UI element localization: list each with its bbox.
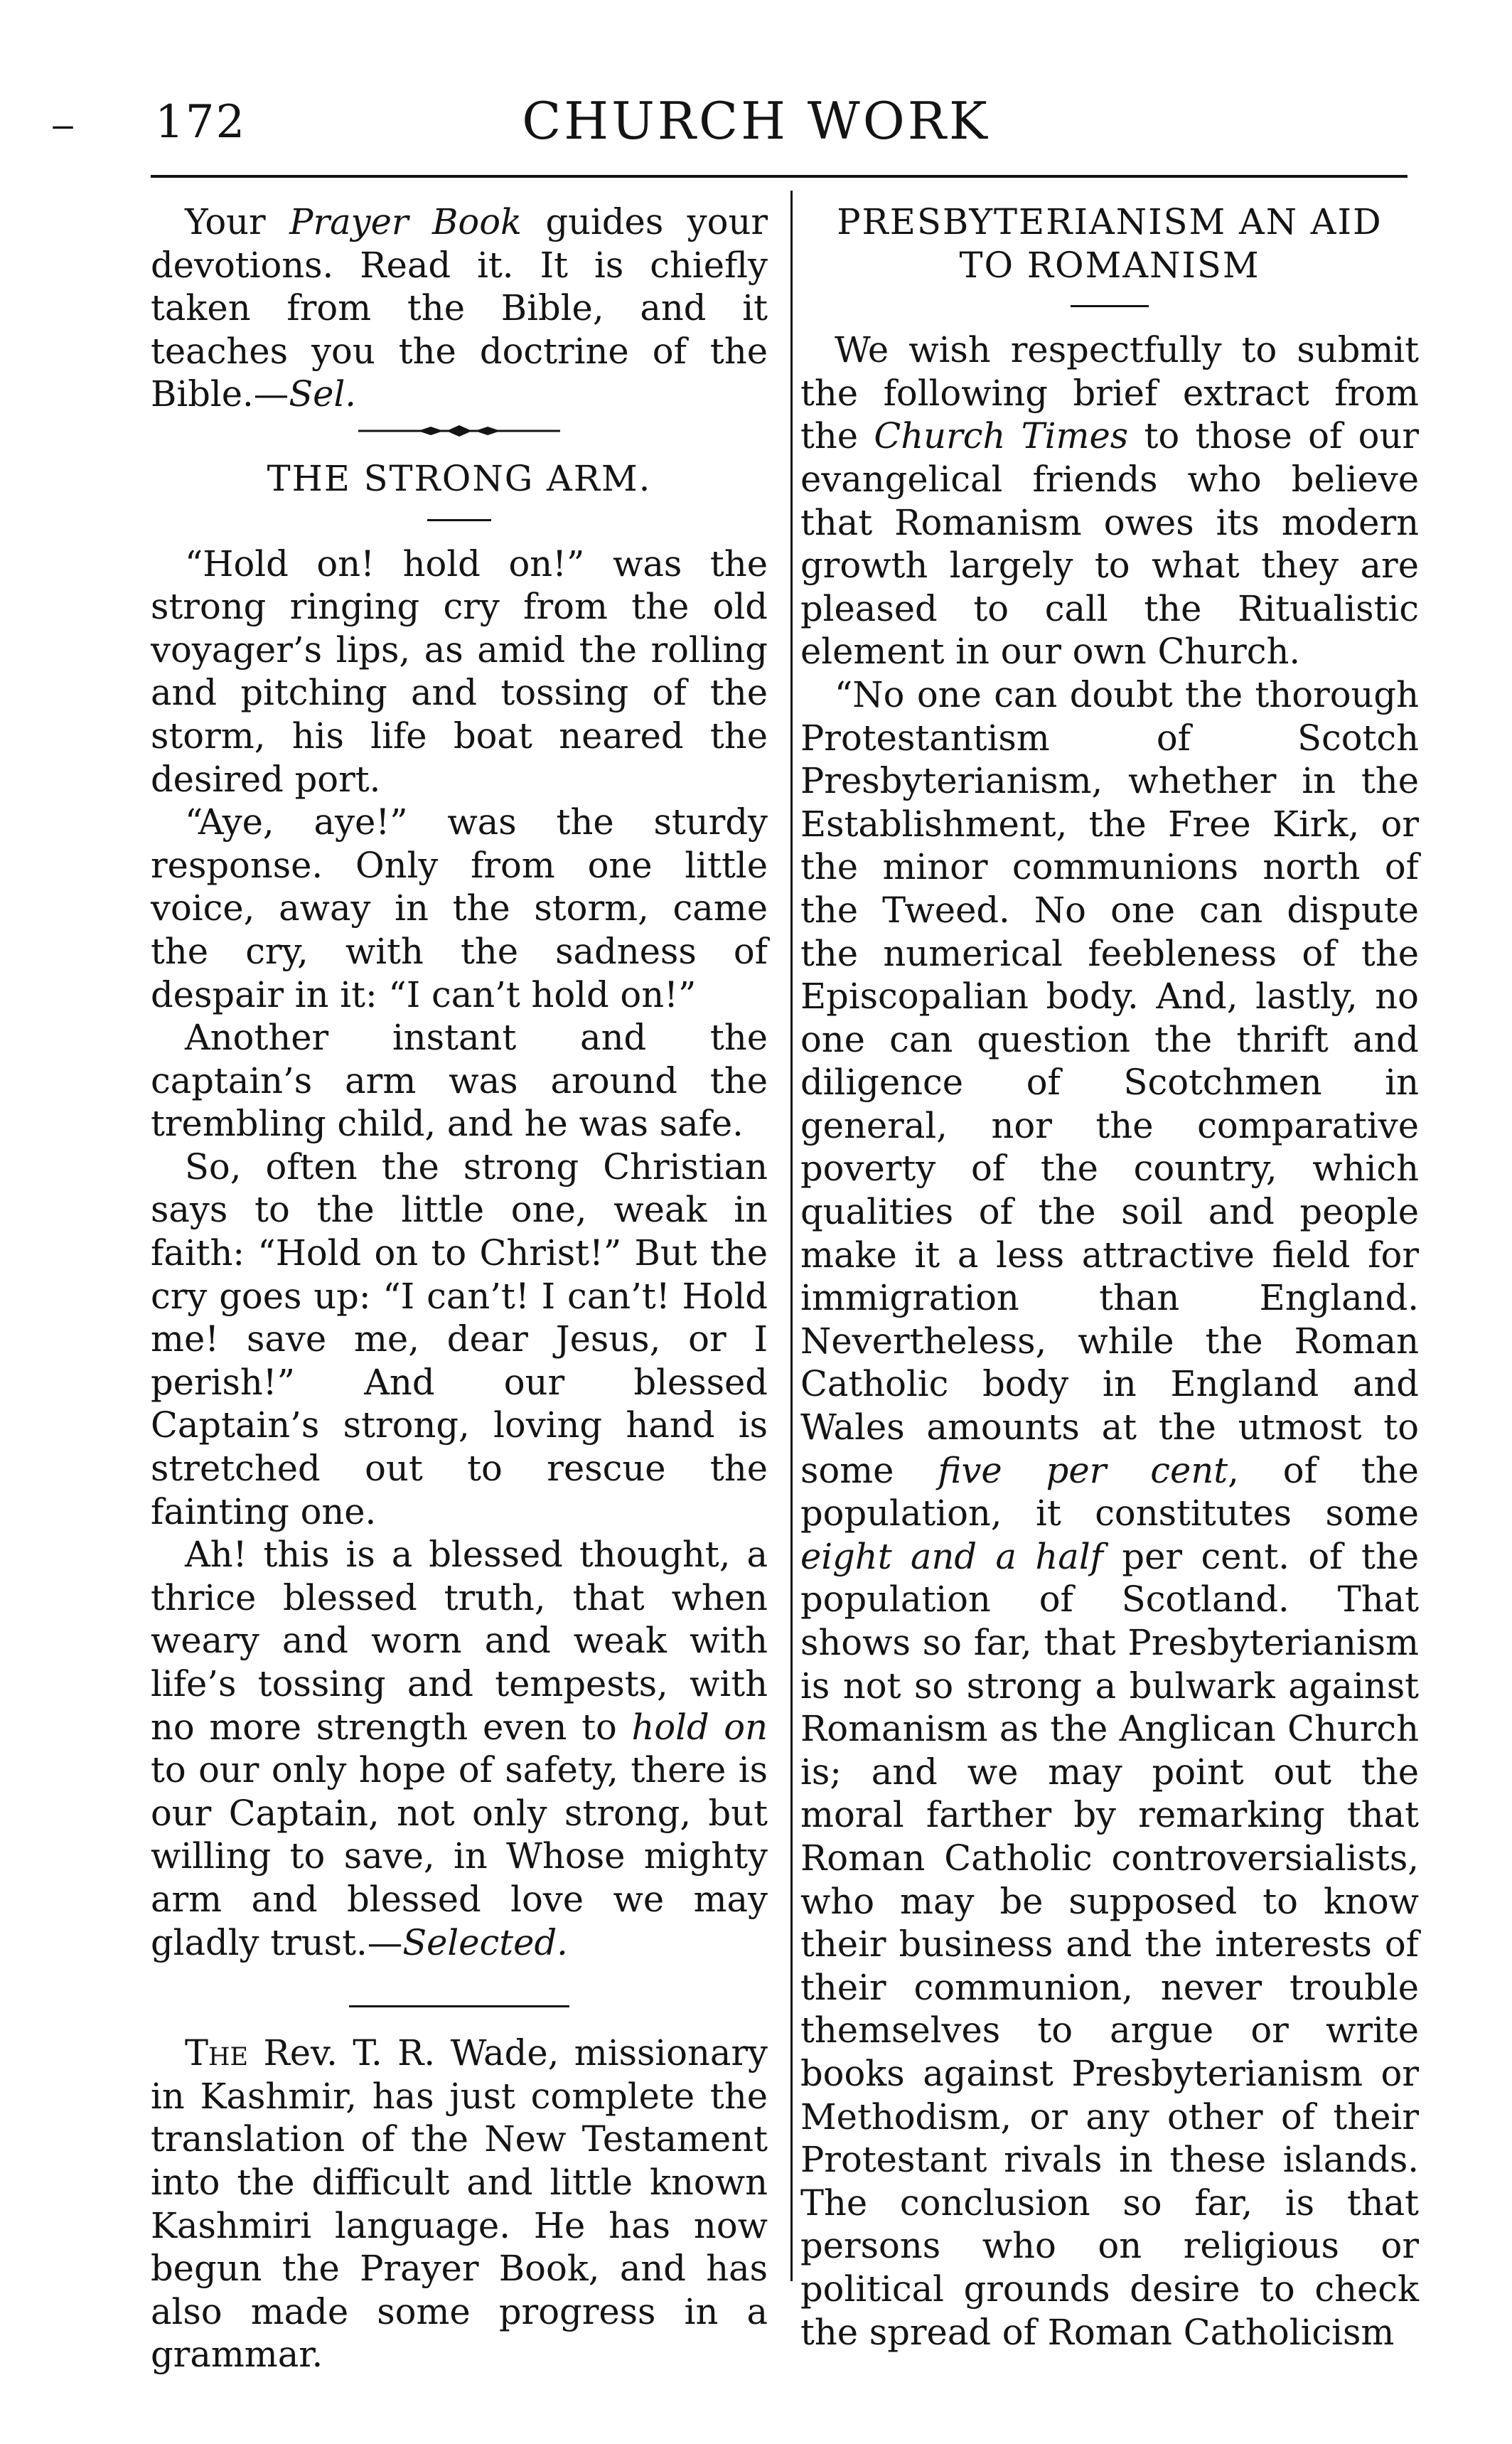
right-column (800, 201, 1419, 2354)
column-divider (790, 191, 793, 2281)
section-rule (349, 2005, 569, 2007)
left-column (151, 201, 768, 2376)
presbyterianism-title: PRESBYTERIANISM AN AID TO ROMANISM (837, 201, 1383, 286)
paragraph: Ah! this is a blessed thought, a thrice blessed truth, that when weary and worn and weak with life’s tossing and tempests, with no more strength even to hold on to our only hope of safety, there is our Captain, not only strong, but willing to save, in Whose mighty arm and blessed love we may gladly trust.—Selected. (151, 1534, 768, 1963)
paragraph: We wish respectfully to submit the following brief extract from the Church Times to those of our evangelical friends who believe that Romanism owes its modern growth largely to what they are pleased to call the Ritualistic element in our own Church. (800, 329, 1419, 673)
prayer-book-note: Your Prayer Book guides your devotions. Read it. It is chiefly taken from the Bible, and it teaches you the doctrine of the Bible.—Sel. (151, 201, 768, 415)
strong-arm-title: THE STRONG ARM. (267, 457, 652, 499)
paragraph: “Aye, aye!” was the sturdy response. Only from one little voice, away in the storm, came the cry, with the sadness of despair in it: “I can’t hold on!” (151, 801, 768, 1015)
paragraph: So, often the strong Christian says to the little one, weak in faith: “Hold on to Christ!” But the cry goes up: “I can’t! I can’t! Hold me! save me, dear Jesus, or I perish!” And our blessed Captain’s strong, loving hand is stretched out to rescue the fainting one. (151, 1146, 768, 1532)
title-rule (427, 519, 491, 521)
running-head: CHURCH WORK (522, 91, 990, 151)
paragraph: “No one can doubt the thorough Protestantism of Scotch Presbyterianism, whether in the Establishment, the Free Kirk, or the minor communions north of the Tweed. No one can dispute the numerical feebleness of the Episcopalian body. And, lastly, no one can question the thrift and diligence of Scotchmen in general, nor the comparative poverty of the country, which qualities of the soil and people make it a less attractive field for immigration than England. Nevertheless, while the Roman Catholic body in England and Wales amounts at the utmost to some five per cent, of the population, it constitutes some eight and a half per cent. of the population of Scotland. That shows so far, that Presbyterianism is not so strong a bulwark against Romanism as the Anglican Church is; and we may point out the moral farther by remarking that Roman Catholic controversialists, who may be supposed to know their business and the interests of their communion, never trouble themselves to argue or write books against Presbyterianism or Methodism, or any other of their Protestant rivals in these islands. The conclusion so far, is that persons who on religious or political grounds desire to check the spread of Roman Catholicism (800, 673, 1420, 2353)
page-number: 172 (155, 96, 247, 149)
header-rule (151, 175, 1408, 178)
margin-mark: ‒ (51, 104, 75, 146)
paragraph: “Hold on! hold on!” was the strong ringing cry from the old voyager’s lips, as amid the rolling and pitching and tossing of the storm, his life boat neared the desired port. (151, 543, 768, 800)
ornament-divider-icon (353, 423, 566, 439)
paragraph: Another instant and the captain’s arm was around the trembling child, and he was safe. (151, 1017, 768, 1145)
wade-notice: The Rev. T. R. Wade, missionary in Kashmir, has just complete the translation of the New Testament into the difficult and little known Kashmiri language. He has now begun the Prayer Book, and has also made some progress in a grammar. (151, 2032, 768, 2376)
title-rule (1071, 305, 1149, 307)
